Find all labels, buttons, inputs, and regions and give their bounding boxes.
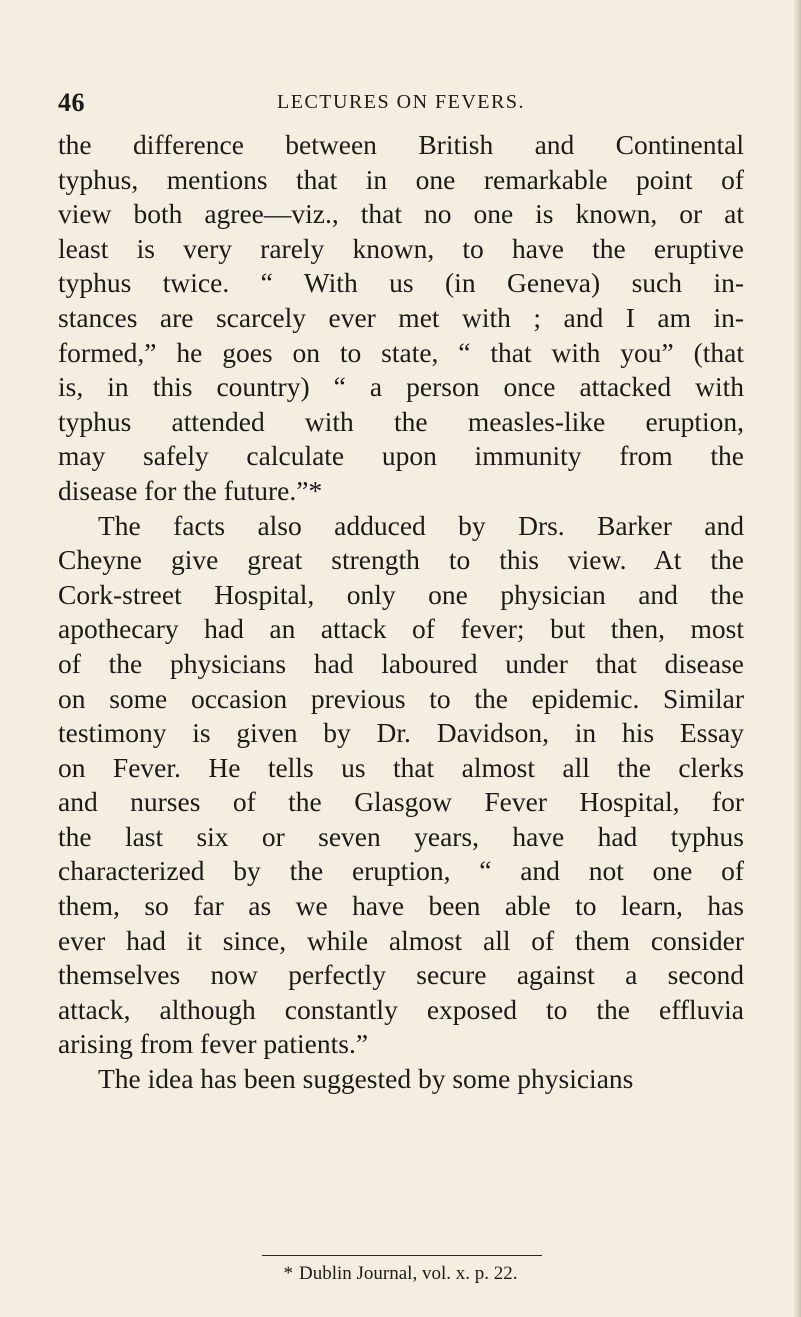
text-line: them, so far as we have been able to learn, has (58, 890, 744, 922)
footnote-rule (262, 1255, 542, 1256)
text-line: of the physicians had laboured under that disease (58, 647, 744, 679)
running-title: LECTURES ON FEVERS. (277, 91, 525, 113)
text-line: may safely calculate upon immunity from the (58, 440, 744, 472)
text-line: typhus, mentions that in one remarkable point of (58, 163, 744, 195)
text-line: apothecary had an attack of fever; but then, most (58, 613, 744, 645)
text-line: stances are scarcely ever met with ; and I am in- (58, 301, 744, 333)
text-line: Cheyne give great strength to this view. At the (58, 544, 744, 576)
text-line: view both agree—viz., that no one is known, or at (58, 198, 744, 230)
text-line: ever had it since, while almost all of them consider (58, 924, 744, 956)
text-line: is, in this country) “ a person once attacked with (58, 371, 744, 403)
footnote-text: Dublin Journal, vol. x. p. 22. (299, 1263, 518, 1284)
paragraph-start-line: The idea has been suggested by some physicians (98, 1063, 634, 1095)
text-line: the difference between British and Continental (58, 129, 744, 160)
text-line: attack, although constantly exposed to the effluvia (58, 993, 744, 1025)
paragraph-start-line: The facts also adduced by Drs. Barker and (98, 509, 744, 541)
text-line: the last six or seven years, have had typhus (58, 820, 744, 852)
text-line: typhus twice. “ With us (in Geneva) such in- (58, 267, 744, 299)
text-line: typhus attended with the measles-like eruption, (58, 405, 744, 437)
body-text (58, 128, 744, 1097)
text-line: least is very rarely known, to have the eruptive (58, 232, 744, 264)
footnote (0, 1263, 801, 1285)
text-line: themselves now perfectly secure against a second (58, 959, 744, 991)
text-line: and nurses of the Glasgow Fever Hospital, for (58, 786, 744, 818)
text-line: on Fever. He tells us that almost all the clerks (58, 751, 744, 783)
page-number: 46 (58, 88, 85, 117)
footnote-mark: * (283, 1263, 293, 1284)
text-line: disease for the future.”* (58, 474, 323, 506)
text-line: testimony is given by Dr. Davidson, in his Essay (58, 717, 744, 749)
running-head (58, 88, 744, 118)
text-line: arising from fever patients.” (58, 1028, 369, 1060)
text-line: Cork-street Hospital, only one physician and the (58, 578, 744, 610)
text-line: characterized by the eruption, “ and not one of (58, 855, 744, 887)
text-line: on some occasion previous to the epidemic. Similar (58, 682, 744, 714)
text-line: formed,” he goes on to state, “ that with you” (that (58, 336, 744, 368)
page-edge-shadow (793, 0, 801, 1317)
